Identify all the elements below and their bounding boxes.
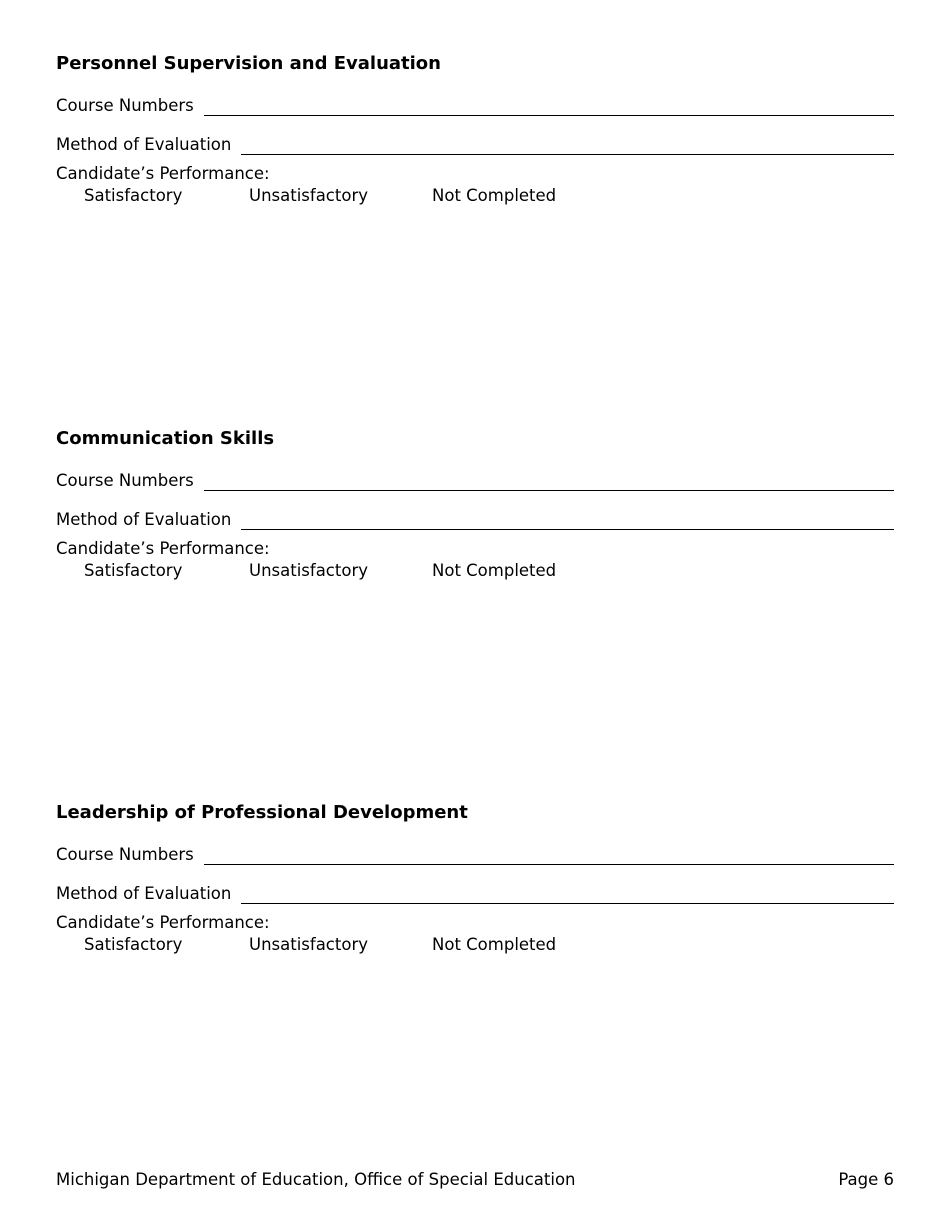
performance-options: [56, 560, 894, 582]
option-not-completed[interactable]: Not Completed: [432, 561, 557, 580]
section-title: Communication Skills: [56, 428, 275, 449]
section-title: Leadership of Professional Development: [56, 802, 468, 823]
method-of-evaluation-label: Method of Evaluation: [56, 135, 232, 154]
footer-organization: Michigan Department of Education, Office of Special Education: [56, 1170, 576, 1189]
course-numbers-label: Course Numbers: [56, 845, 194, 864]
section-title: Personnel Supervision and Evaluation: [56, 53, 441, 74]
method-of-evaluation-label: Method of Evaluation: [56, 510, 232, 529]
course-numbers-field[interactable]: [204, 97, 894, 116]
option-unsatisfactory[interactable]: Unsatisfactory: [249, 935, 368, 954]
course-numbers-row: [56, 94, 894, 116]
course-numbers-label: Course Numbers: [56, 471, 194, 490]
candidate-performance-label: Candidate’s Performance:: [56, 913, 270, 932]
method-of-evaluation-row: [56, 508, 894, 530]
option-satisfactory[interactable]: Satisfactory: [84, 186, 183, 205]
course-numbers-row: [56, 469, 894, 491]
method-of-evaluation-field[interactable]: [241, 885, 894, 904]
option-unsatisfactory[interactable]: Unsatisfactory: [249, 186, 368, 205]
option-satisfactory[interactable]: Satisfactory: [84, 935, 183, 954]
method-of-evaluation-field[interactable]: [241, 136, 894, 155]
option-unsatisfactory[interactable]: Unsatisfactory: [249, 561, 368, 580]
page-number: Page 6: [838, 1170, 894, 1189]
course-numbers-row: [56, 843, 894, 865]
method-of-evaluation-label: Method of Evaluation: [56, 884, 232, 903]
section-communication-skills: [56, 427, 894, 582]
method-of-evaluation-field[interactable]: [241, 511, 894, 530]
candidate-performance-label: Candidate’s Performance:: [56, 539, 270, 558]
section-leadership-professional-development: [56, 801, 894, 956]
option-not-completed[interactable]: Not Completed: [432, 935, 557, 954]
page-footer: [56, 1169, 894, 1191]
candidate-performance-label: Candidate’s Performance:: [56, 164, 270, 183]
option-satisfactory[interactable]: Satisfactory: [84, 561, 183, 580]
performance-options: [56, 185, 894, 207]
method-of-evaluation-row: [56, 882, 894, 904]
course-numbers-field[interactable]: [204, 846, 894, 865]
method-of-evaluation-row: [56, 133, 894, 155]
course-numbers-field[interactable]: [204, 472, 894, 491]
option-not-completed[interactable]: Not Completed: [432, 186, 557, 205]
course-numbers-label: Course Numbers: [56, 96, 194, 115]
section-personnel-supervision: [56, 52, 894, 207]
performance-options: [56, 934, 894, 956]
